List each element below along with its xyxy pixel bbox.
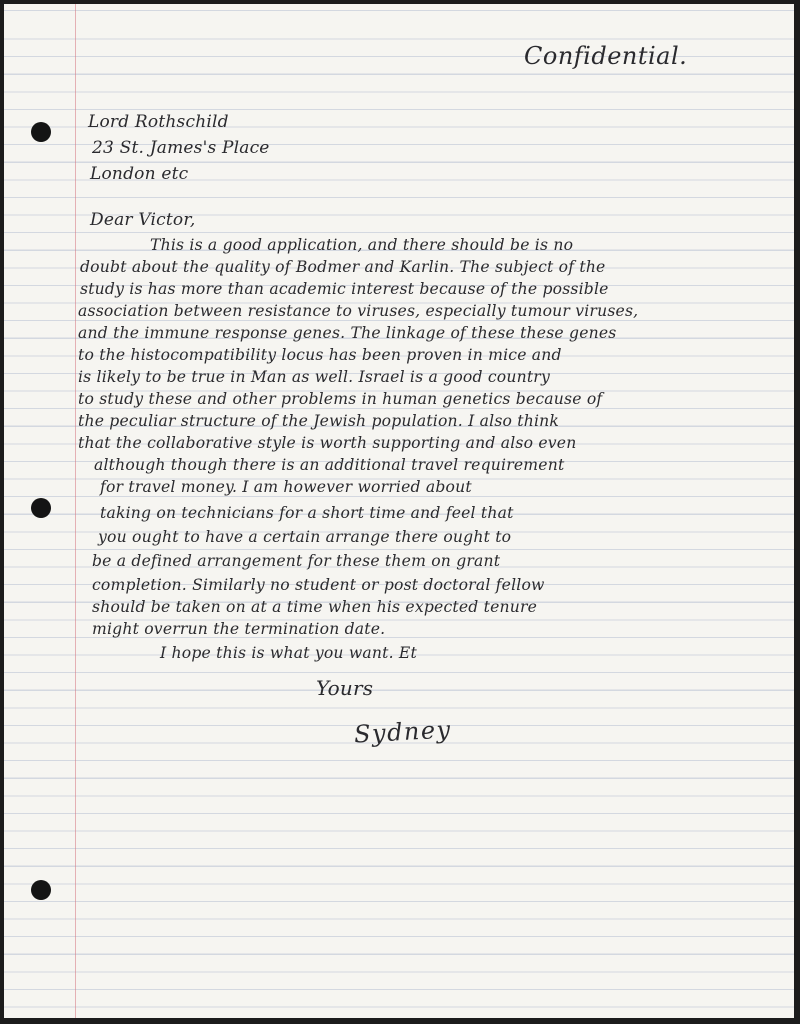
body-line-17: should be taken on at a time when his expected tenure	[92, 598, 538, 616]
address-line-3: London etc	[90, 164, 189, 184]
body-line-13: taking on technicians for a short time and feel that	[100, 504, 514, 522]
body-line-10: that the collaborative style is worth supporting and also even	[78, 434, 577, 452]
salutation: Dear Victor,	[90, 210, 196, 230]
body-line-2: doubt about the quality of Bodmer and Karlin. The subject of the	[80, 258, 606, 276]
body-line-5: and the immune response genes. The linkage of these these genes	[78, 324, 617, 342]
body-line-16: completion. Similarly no student or post doctoral fellow	[92, 576, 545, 594]
binder-hole-middle	[31, 498, 51, 518]
body-line-8: to study these and other problems in human genetics because of	[78, 390, 603, 408]
body-line-12: for travel money. I am however worried about	[100, 478, 472, 496]
confidential-marking: Confidential.	[524, 42, 688, 70]
address-line-1: Lord Rothschild	[88, 112, 229, 132]
body-line-11: although though there is an additional travel requirement	[94, 456, 565, 474]
body-line-14: you ought to have a certain arrange there ought to	[98, 528, 512, 546]
signature: Sydney	[353, 715, 453, 749]
address-line-2: 23 St. James's Place	[92, 138, 270, 158]
closing-yours: Yours	[316, 676, 374, 700]
letter-page	[4, 4, 794, 1018]
binder-hole-bottom	[31, 880, 51, 900]
body-line-9: the peculiar structure of the Jewish population. I also think	[78, 412, 560, 430]
binder-hole-top	[31, 122, 51, 142]
body-line-19: I hope this is what you want. Et	[160, 644, 417, 662]
body-line-18: might overrun the termination date.	[92, 620, 386, 638]
body-line-3: study is has more than academic interest because of the possible	[80, 280, 609, 298]
body-line-4: association between resistance to viruses, especially tumour viruses,	[78, 302, 639, 320]
body-line-7: is likely to be true in Man as well. Israel is a good country	[78, 368, 550, 386]
body-line-6: to the histocompatibility locus has been proven in mice and	[78, 346, 562, 364]
body-line-15: be a defined arrangement for these them on grant	[92, 552, 501, 570]
body-line-1: This is a good application, and there should be is no	[150, 236, 574, 254]
